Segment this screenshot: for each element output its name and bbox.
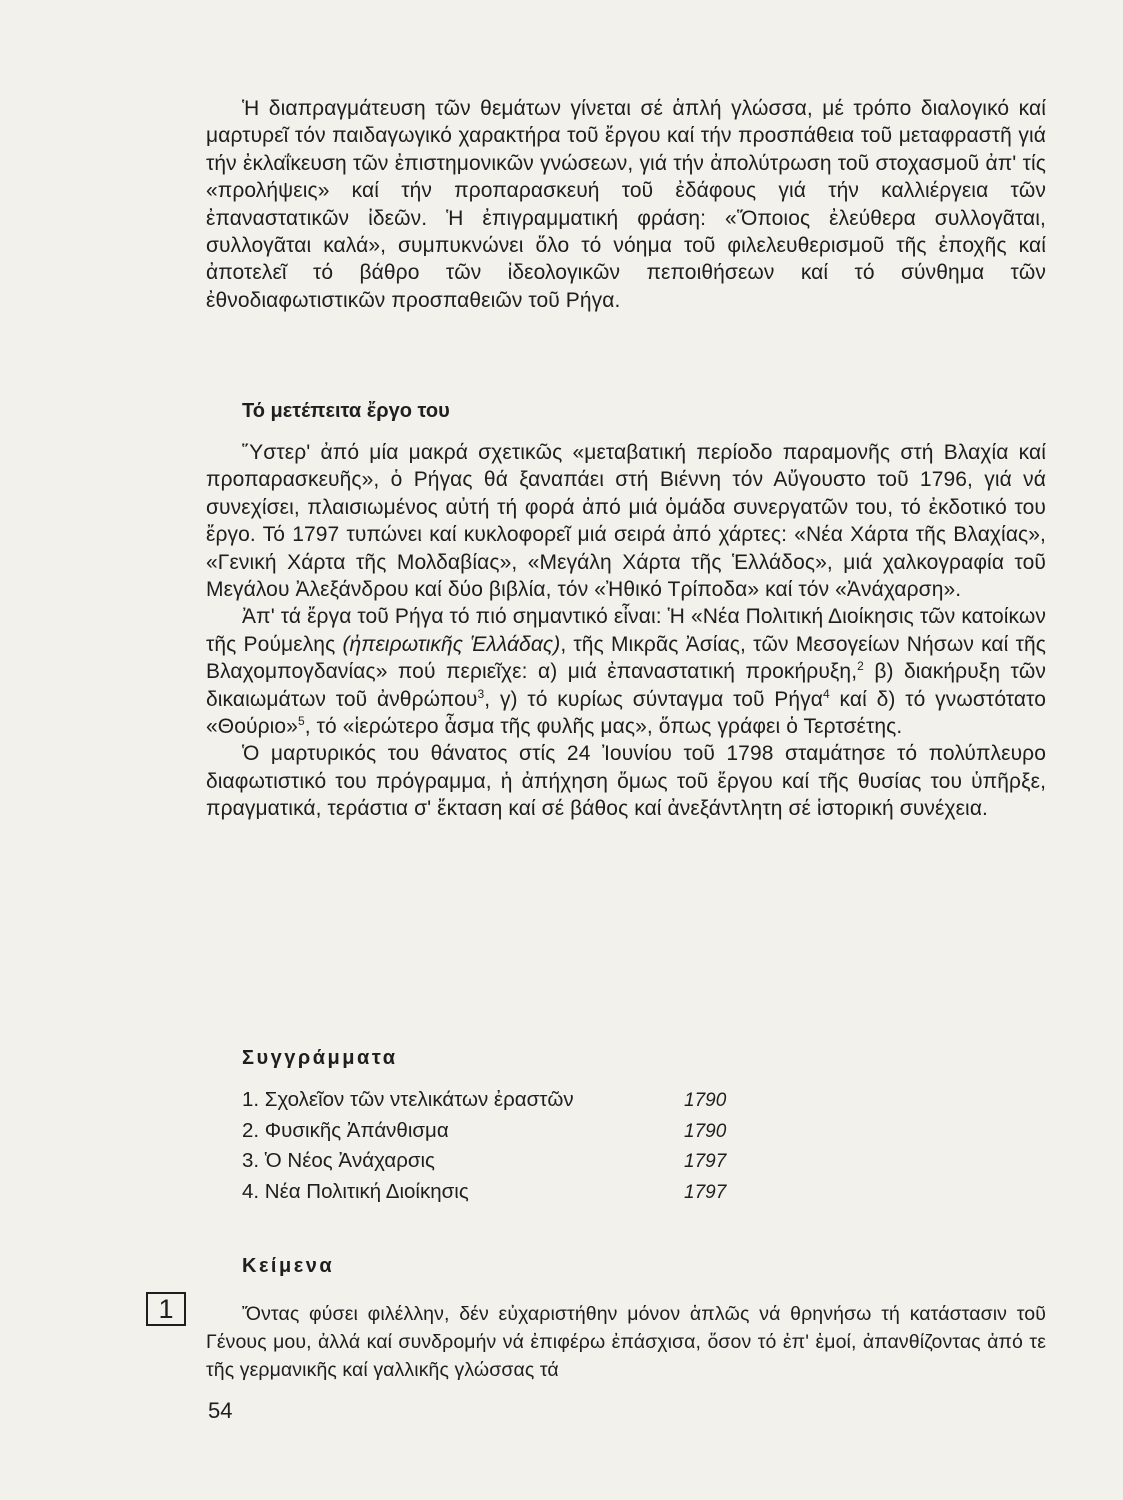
page-number: 54 <box>208 1398 233 1423</box>
excerpt-text: Ὄντας φύσει φιλέλλην, δέν εὐχαριστήθην μόνον ἁπλῶς νά θρηνήσω τή κατάστασιν τοῦ Γένους μου, ἀλλά καί συνδρομήν νά ἐπιφέρω ἐπάσχισα, ὅσον τό ἐπ' ἐμοί, ἀπανθίζοντας ἀπό τε τῆς γερμανικῆς καί γαλλικῆς γλώσσας τά <box>206 1303 1046 1381</box>
text-number-box: 1 <box>146 1292 186 1326</box>
p2-part-g: , τό «ἱερώτερο ἆσμα τῆς φυλῆς μας», ὅπως γράφει ὁ Τερτσέτης. <box>304 715 903 739</box>
later-work-section <box>206 439 1046 823</box>
texts-heading: Κείμενα <box>242 1255 335 1277</box>
work-title: 4. Νέα Πολιτική Διοίκησις <box>242 1179 469 1203</box>
p2-part-e: , γ) τό κυρίως σύνταγμα τοῦ Ρήγα <box>484 687 824 711</box>
work-year: 1797 <box>684 1151 727 1172</box>
later-work-heading: Τό μετέπειτα ἔργο του <box>242 400 450 422</box>
work-title: 3. Ὁ Νέος Ἀνάχαρσις <box>242 1149 435 1172</box>
p2-part-c: , τῆς Μικρᾶς Ἀσίας, τῶν Μεσογείων Νήσων καί τῆς Βλαχομπογδανίας» πού περιεῖχε: α) μιά ἐπαναστατική προκήρυξη, <box>206 632 1046 684</box>
list-item <box>242 1149 762 1180</box>
works-heading: Συγγράμματα <box>242 1047 398 1069</box>
work-title: 2. Φυσικῆς Ἀπάνθισμα <box>242 1118 449 1142</box>
list-item <box>242 1180 762 1211</box>
work-year: 1790 <box>684 1090 727 1111</box>
list-item <box>242 1088 762 1119</box>
p2-italic-phrase: (ἠπειρωτικῆς Ἑλλάδας) <box>342 632 561 656</box>
later-work-paragraph-1: Ὕστερ' ἀπό μία μακρά σχετικῶς «μεταβατική περίοδο παραμονῆς στή Βλαχία καί προπαρασκευῆς», ὁ Ρήγας θά ξαναπάει στή Βιέννη τόν Αὔγουστο τοῦ 1796, γιά νά συνεχίσει, πλαισιωμένος αὐτή τή φορά ἀπό μιά ὁμάδα συνεργατῶν του, τό ἐκδοτικό του ἔργο. Τό 1797 τυπώνει καί κυκλοφορεῖ μιά σειρά ἀπό χάρτες: «Νέα Χάρτα τῆς Βλαχίας», «Γενική Χάρτα τῆς Μολδαβίας», «Μεγάλη Χάρτα τῆς Ἑλλάδος», μιά χαλκογραφία τοῦ Μεγάλου Ἀλεξάνδρου καί δύο βιβλία, τόν «Ἠθικό Τρίποδα» καί τόν «Ἀνάχαρση». <box>206 441 1046 602</box>
list-item <box>242 1119 762 1150</box>
work-year: 1790 <box>684 1120 727 1142</box>
p2-part-a: Ἀπ' τά ἔργα τοῦ Ρήγα τό πιό σημαντικό εἶναι: Ἡ «Νέα Πολιτική Διοίκησις τῶν κατοίκων τῆς Ρούμελης <box>206 605 1046 656</box>
intro-paragraph <box>206 95 1046 314</box>
footnote-2: 2 <box>857 659 864 674</box>
later-work-paragraph-3: Ὁ μαρτυρικός του θάνατος στίς 24 Ἰουνίου τοῦ 1798 σταμάτησε τό πολύπλευρο διαφωτιστικό του πρόγραμμα, ἡ ἀπήχηση ὅμως τοῦ ἔργου καί τῆς θυσίας του ὑπῆρξε, πραγματικά, τεράστια σ' ἔκταση καί σέ βάθος καί ἀνεξάντλητη σέ ἱστορική συνέχεια. <box>206 742 1046 821</box>
footnote-5: 5 <box>297 714 305 729</box>
intro-text: Ἡ διαπραγμάτευση τῶν θεμάτων γίνεται σέ ἁπλή γλώσσα, μέ τρόπο διαλογικό καί μαρτυρεῖ τόν παιδαγωγικό χαρακτήρα τοῦ ἔργου καί τήν προσπάθεια τοῦ μεταφραστῆ γιά τήν ἐκλαΐκευση τῶν ἐπιστημονικῶν γνώσεων, γιά τήν ἀπολύτρωση τοῦ στοχασμοῦ ἀπ' τίς «προλήψεις» καί τήν προπαρασκευή τοῦ ἐδάφους γιά τήν καλλιέργεια τῶν ἐπαναστατικῶν ἰδεῶν. Ἡ ἐπιγραμματική φράση: «Ὅποιος ἐλεύθερα συλλογᾶται, συλλογᾶται καλά», συμπυκνώνει ὅλο τό νόημα τοῦ φιλελευθερισμοῦ τῆς ἐποχῆς καί ἀποτελεῖ τό βάθρο τῶν ἰδεολογικῶν πεποιθήσεων καί τό σύνθημα τῶν ἐθνοδιαφωτιστικῶν προσπαθειῶν τοῦ Ρήγα. <box>206 97 1046 312</box>
p2-part-d: β) διακήρυξη τῶν δικαιωμάτων τοῦ ἀνθρώπου <box>206 660 1046 711</box>
work-year: 1797 <box>684 1181 727 1203</box>
works-list <box>242 1088 762 1210</box>
p2-part-f: καί δ) τό γνωστότατο «Θούριο» <box>206 687 1047 739</box>
later-work-paragraph-2 <box>206 603 1046 740</box>
footnote-4: 4 <box>823 686 830 701</box>
texts-excerpt <box>206 1300 1046 1384</box>
work-title: 1. Σχολεῖον τῶν ντελικάτων ἐραστῶν <box>242 1088 574 1111</box>
footnote-3: 3 <box>477 686 485 701</box>
